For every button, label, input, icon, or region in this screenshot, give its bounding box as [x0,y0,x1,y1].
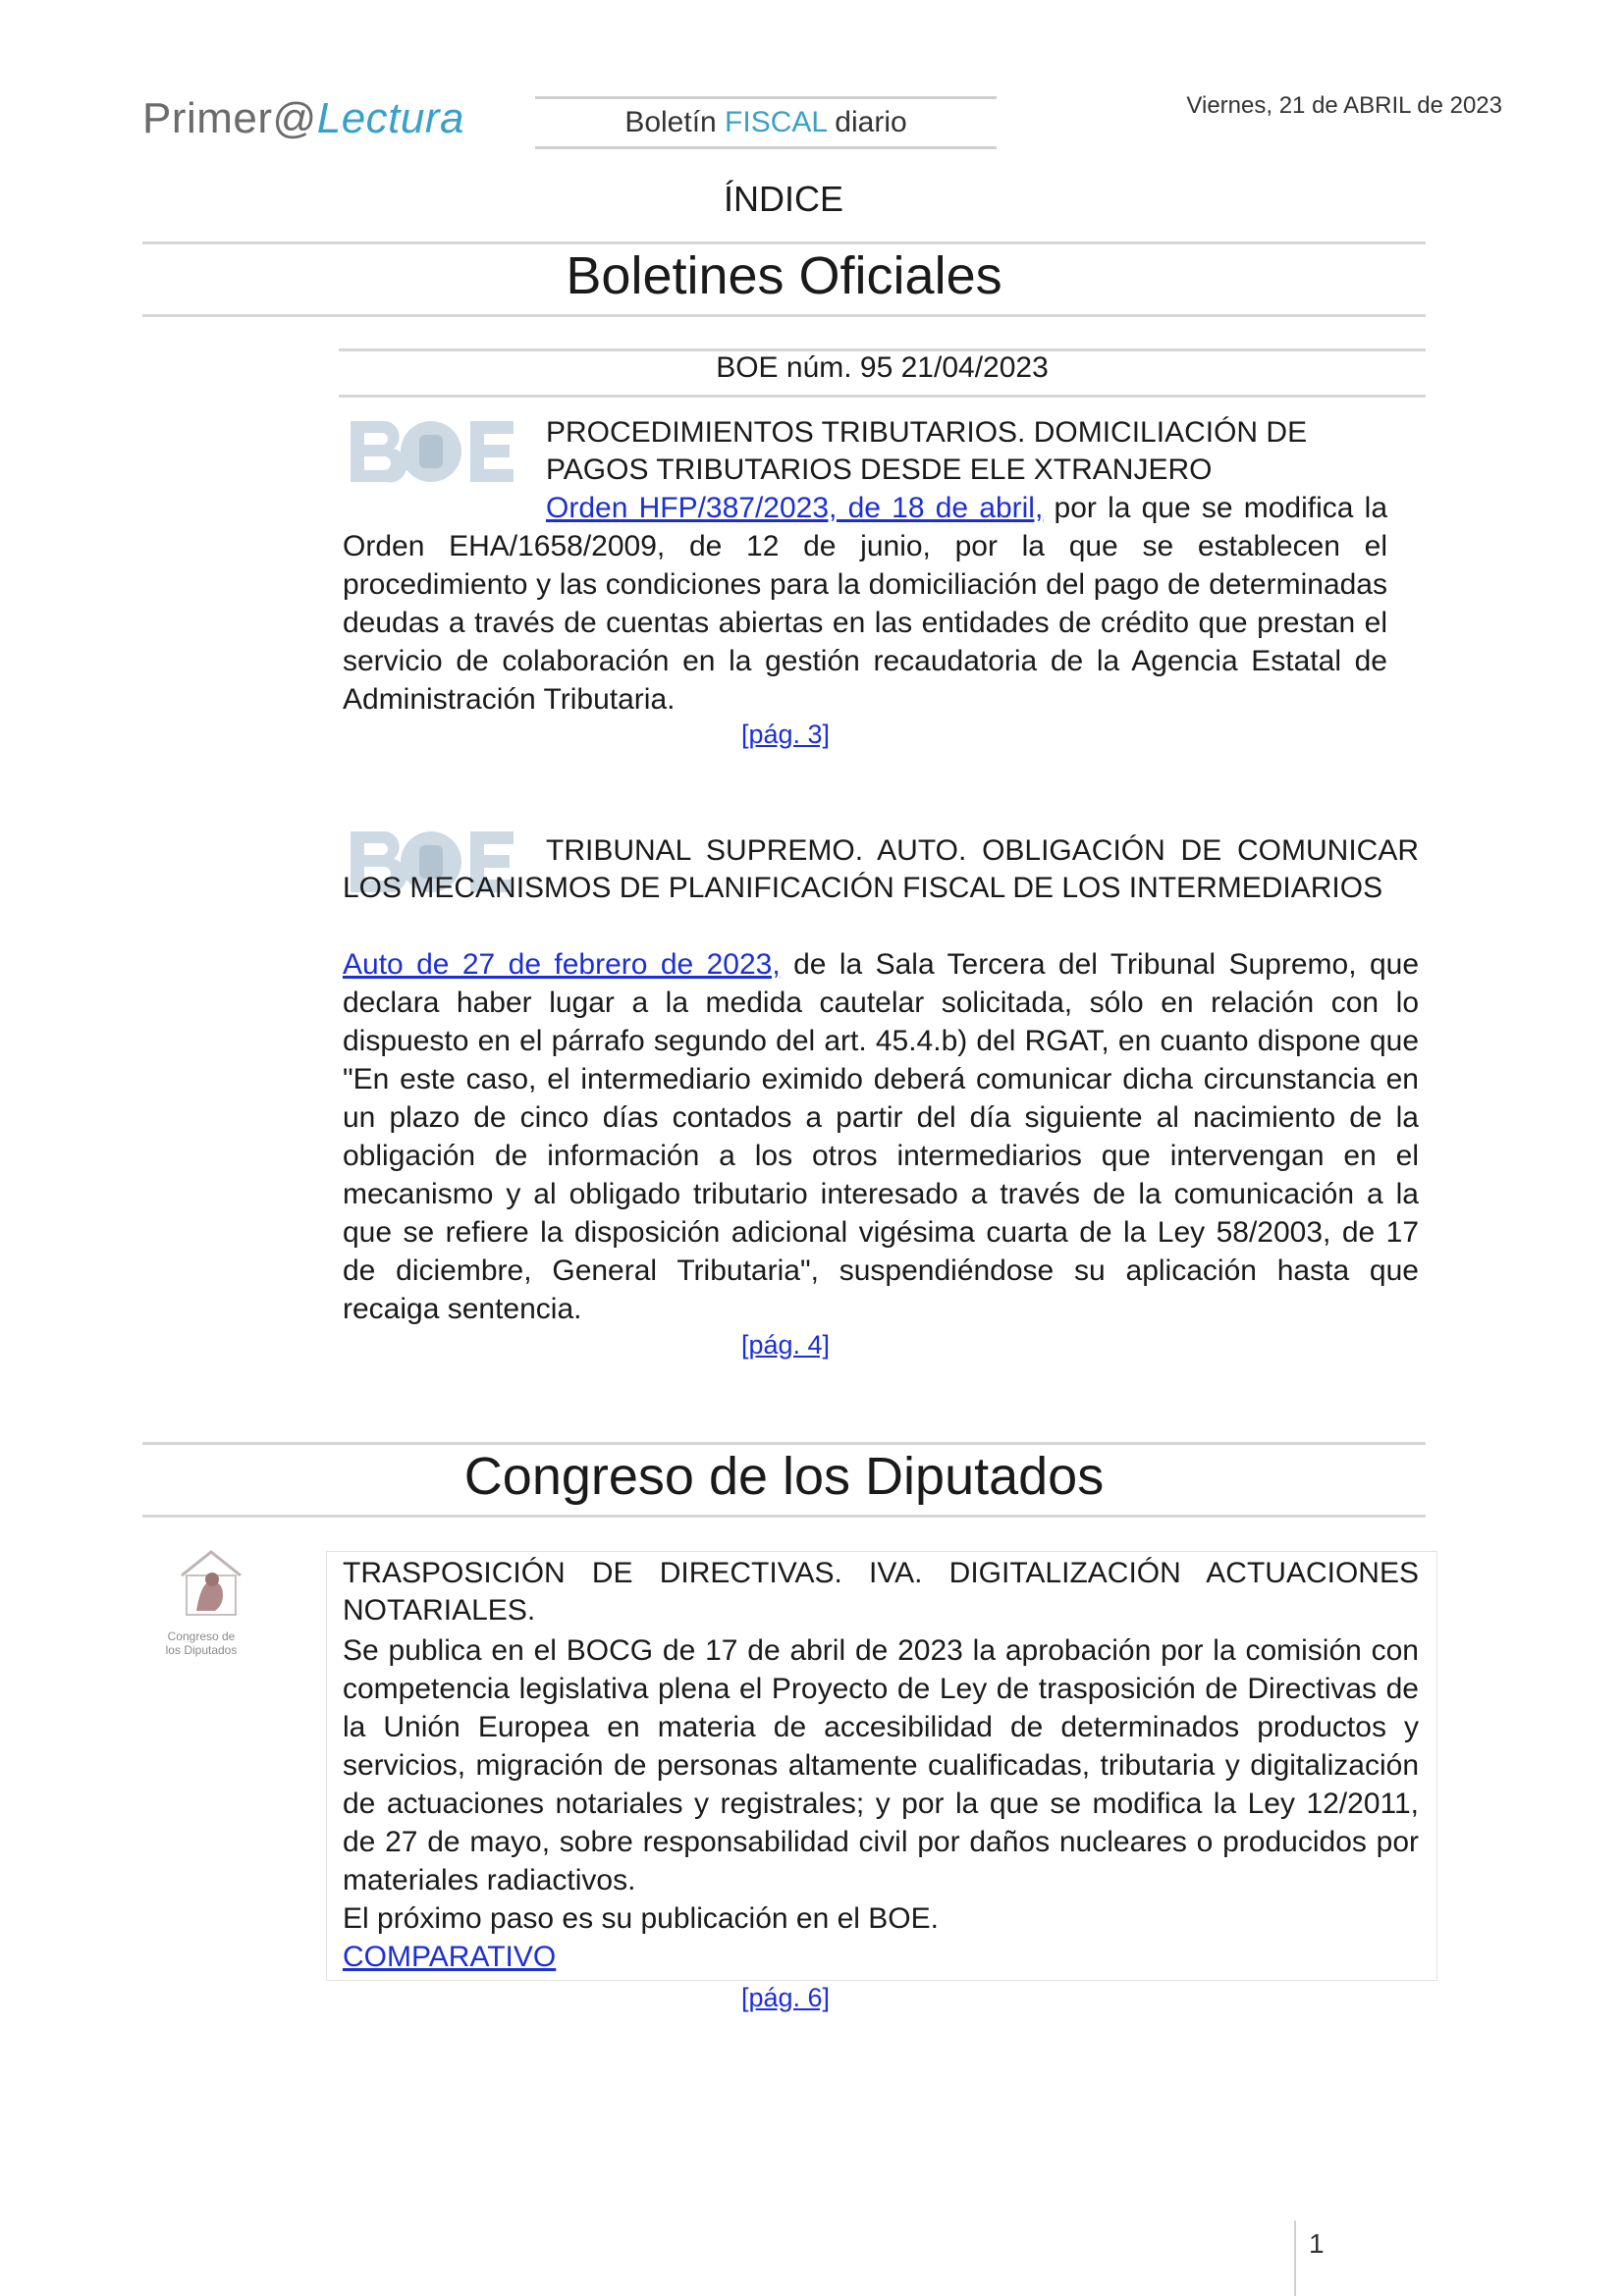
section-title-congreso: Congreso de los Diputados [463,1447,1105,1506]
congreso-logo-line1: Congreso de [167,1629,236,1643]
bulletin-prefix: Boletín [624,106,726,138]
auto-link[interactable]: Auto de 27 de febrero de 2023, [343,948,781,981]
boe-number: BOE núm. 95 21/04/2023 [716,351,1049,384]
item-title: TRIBUNAL SUPREMO. AUTO. OBLIGACIÓN DE COMUNICAR LOS MECANISMOS DE PLANIFICACIÓN FISCAL DE LOS INTERMEDIARIOS [343,834,1419,904]
logo-part-primer: Primer@ [142,94,317,142]
brand-logo [142,94,464,143]
item-next-step: El próximo paso es su publicación en el BOE. [343,1902,939,1935]
item-body: Se publica en el BOCG de 17 de abril de 2023 la aprobación por la comisión con competencia legislativa plena el Proyecto de Ley de trasposición de Directivas de la Unión Europea en materia de accesibilidad de determinados productos y servicios, migración de personas altamente cualificadas, tributaria y digitalización de actuaciones notariales y registrales; y por la que se modifica la Ley 12/2011, de 27 de mayo, sobre responsabilidad civil por daños nucleares o producidos por materiales radiactivos. [343,1634,1419,1896]
bulletin-highlight: FISCAL [725,106,827,138]
item-body [343,945,1419,1328]
bulletin-label [535,96,997,149]
page-number-rule [1294,2220,1296,2296]
item-body-text: de la Sala Tercera del Tribunal Supremo, que declara haber lugar a la medida cautelar solicitada, sólo en relación con lo dispuesto en el párrafo segundo del art. 45.4.b) del RGAT, en cuanto dispone que "En este caso, el intermediario eximido deberá comunicar dicha circunstancia en un plazo de cinco días contados a partir del día siguiente al nacimiento de la obligación de información a los otros intermediarios que intervengan en el mecanismo y al obligado tributario interesado a través de la comunicación a la que se refiere la disposición adicional vigésima cuarta de la Ley 58/2003, de 17 de diciembre, General Tributaria", suspendiéndose su aplicación hasta que recaiga sentencia. [343,948,1419,1325]
comparativo-link[interactable]: COMPARATIVO [343,1941,557,1973]
orden-link[interactable]: Orden HFP/387/2023, de 18 de abril, [546,492,1044,524]
page-ref[interactable]: [pág. 6] [740,1983,831,2012]
issue-date: Viernes, 21 de ABRIL de 2023 [1186,92,1502,119]
congreso-logo-text [157,1629,245,1657]
section-rule-top [142,1442,1426,1445]
page-ref-link[interactable] [687,720,884,750]
boe-logo-icon [349,417,515,486]
bulletin-suffix: diario [826,106,907,138]
page-number: 1 [1309,2228,1325,2259]
congreso-logo [157,1546,265,1664]
section-rule-top [142,241,1426,244]
index-title: ÍNDICE [723,179,843,219]
comparativo-wrap[interactable] [343,1938,556,1976]
page-ref-link[interactable] [687,1983,884,2013]
boe-rule-bottom [339,395,1426,398]
item-title: TRASPOSICIÓN DE DIRECTIVAS. IVA. DIGITALIZACIÓN ACTUACIONES NOTARIALES. [343,1557,1419,1627]
item-body [343,489,1387,719]
congreso-logo-line2: los Diputados [165,1643,238,1657]
section-rule-bottom [142,314,1426,317]
item-body-text: por la que se modifica la Orden EHA/1658/2009, de 12 de junio, por la que se establecen el procedimiento y las condiciones para la domiciliación del pago de determinadas deudas a través de cuentas abiertas en las entidades de crédito que prestan el servicio de colaboración en la gestión recaudatoria de la Agencia Estatal de Administración Tributaria. [343,492,1388,716]
congreso-lion-icon [157,1546,265,1625]
page-ref-link[interactable] [687,1330,884,1361]
section-title-boletines: Boletines Oficiales [566,246,1002,305]
item-title: PROCEDIMIENTOS TRIBUTARIOS. DOMICILIACIÓN DE PAGOS TRIBUTARIOS DESDE ELE XTRANJERO [546,416,1308,486]
page-ref[interactable]: [pág. 4] [740,1330,831,1360]
logo-part-lectura: Lectura [316,94,464,142]
section-rule-bottom [142,1515,1426,1518]
page-ref[interactable]: [pág. 3] [740,720,831,749]
